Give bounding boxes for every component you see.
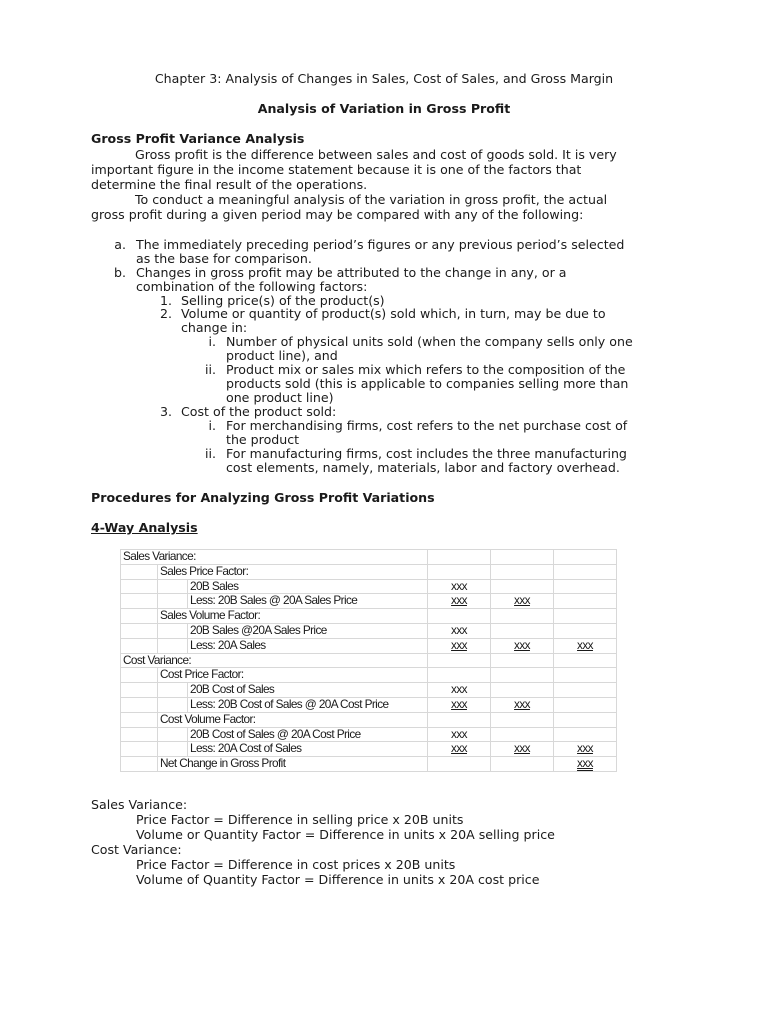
list-3-i-line-2: the product — [226, 432, 300, 447]
list-b-line-1: Changes in gross profit may be attributed to the change in any, or a — [136, 265, 567, 280]
row-value-1 — [428, 668, 491, 683]
row-value-3 — [554, 653, 617, 668]
row-value-1: xxx — [428, 727, 491, 742]
row-label: Less: 20A Sales — [188, 638, 428, 653]
list-marker-2-i: i. — [208, 334, 216, 349]
row-value-2: xxx — [491, 697, 554, 712]
list-1: Selling price(s) of the product(s) — [181, 293, 385, 308]
table-row — [121, 653, 617, 668]
list-2-i-line-2: product line), and — [226, 348, 338, 363]
row-value-2: xxx — [491, 594, 554, 609]
list-marker-a: a. — [114, 237, 126, 252]
row-label: Sales Variance: — [121, 550, 428, 565]
row-value-1: xxx — [428, 742, 491, 757]
row-value-1: xxx — [428, 623, 491, 638]
row-label: Less: 20A Cost of Sales — [188, 742, 428, 757]
row-value-2: xxx — [491, 638, 554, 653]
list-marker-3-ii: ii. — [204, 446, 216, 461]
row-value-1 — [428, 757, 491, 772]
row-value-3 — [554, 594, 617, 609]
row-value-3: xxx — [554, 757, 617, 772]
table-row — [121, 668, 617, 683]
row-label: Cost Price Factor: — [158, 668, 428, 683]
list-b-line-2: combination of the following factors: — [136, 279, 368, 294]
para2-line-2: gross profit during a given period may be compared with any of the following: — [91, 207, 584, 222]
row-label: 20B Sales — [188, 579, 428, 594]
formula-cost-variance: Cost Variance: — [91, 842, 182, 857]
list-2-line-2: change in: — [181, 320, 248, 335]
row-value-2 — [491, 609, 554, 624]
procedures-heading: Procedures for Analyzing Gross Profit Variations — [91, 490, 435, 505]
table-row — [121, 683, 617, 698]
row-value-3 — [554, 697, 617, 712]
list-marker-2-ii: ii. — [204, 362, 216, 377]
list-2-i-line-1: Number of physical units sold (when the company sells only one — [226, 334, 633, 349]
row-value-3 — [554, 564, 617, 579]
row-value-1 — [428, 653, 491, 668]
row-value-1 — [428, 550, 491, 565]
list-marker-3-i: i. — [208, 418, 216, 433]
row-value-3 — [554, 609, 617, 624]
gpva-heading: Gross Profit Variance Analysis — [91, 131, 305, 146]
row-value-1: xxx — [428, 638, 491, 653]
list-3-i-line-1: For merchandising firms, cost refers to the net purchase cost of — [226, 418, 628, 433]
formula-cost-volume: Volume of Quantity Factor = Difference in units x 20A cost price — [136, 872, 540, 887]
para2-line-1: To conduct a meaningful analysis of the variation in gross profit, the actual — [135, 192, 608, 207]
row-value-3: xxx — [554, 742, 617, 757]
row-value-3 — [554, 668, 617, 683]
table-row — [121, 609, 617, 624]
table-row — [121, 564, 617, 579]
row-value-3 — [554, 579, 617, 594]
list-marker-b: b. — [114, 265, 126, 280]
row-value-2 — [491, 653, 554, 668]
table-row — [121, 697, 617, 712]
list-2-ii-line-3: one product line) — [226, 390, 334, 405]
list-a-line-1: The immediately preceding period’s figures or any previous period’s selected — [136, 237, 625, 252]
row-value-3 — [554, 683, 617, 698]
row-label: Sales Volume Factor: — [158, 609, 428, 624]
para1-line-1: Gross profit is the difference between sales and cost of goods sold. It is very — [135, 147, 617, 162]
row-value-3 — [554, 550, 617, 565]
table-row — [121, 550, 617, 565]
table-row — [121, 742, 617, 757]
list-2-line-1: Volume or quantity of product(s) sold which, in turn, may be due to — [181, 306, 606, 321]
row-label: 20B Cost of Sales @ 20A Cost Price — [188, 727, 428, 742]
row-value-2 — [491, 564, 554, 579]
table-row — [121, 638, 617, 653]
row-label: Less: 20B Sales @ 20A Sales Price — [188, 594, 428, 609]
list-marker-3: 3. — [159, 404, 172, 419]
row-label: Less: 20B Cost of Sales @ 20A Cost Price — [188, 697, 428, 712]
row-label: Net Change in Gross Profit — [158, 757, 428, 772]
section-title: Analysis of Variation in Gross Profit — [257, 101, 511, 116]
list-2-ii-line-2: products sold (this is applicable to companies selling more than — [226, 376, 629, 391]
table-row — [121, 727, 617, 742]
row-value-1 — [428, 609, 491, 624]
row-value-3 — [554, 712, 617, 727]
row-value-2 — [491, 727, 554, 742]
row-label: 20B Sales @20A Sales Price — [188, 623, 428, 638]
row-value-2 — [491, 579, 554, 594]
list-marker-1: 1. — [159, 293, 172, 308]
table-row — [121, 623, 617, 638]
row-value-2 — [491, 668, 554, 683]
row-value-1: xxx — [428, 594, 491, 609]
row-value-1: xxx — [428, 579, 491, 594]
para1-line-3: determine the final result of the operations. — [91, 177, 368, 192]
row-value-2 — [491, 683, 554, 698]
formula-sales-volume: Volume or Quantity Factor = Difference in units x 20A selling price — [136, 827, 555, 842]
row-label: Cost Variance: — [121, 653, 428, 668]
list-3: Cost of the product sold: — [181, 404, 337, 419]
list-a-line-2: as the base for comparison. — [136, 251, 312, 266]
row-value-1 — [428, 712, 491, 727]
row-value-2 — [491, 623, 554, 638]
formula-cost-price: Price Factor = Difference in cost prices x 20B units — [136, 857, 456, 872]
fourway-heading: 4-Way Analysis — [91, 520, 198, 535]
row-value-1: xxx — [428, 683, 491, 698]
row-value-3 — [554, 623, 617, 638]
list-3-ii-line-1: For manufacturing firms, cost includes the three manufacturing — [226, 446, 627, 461]
table-row — [121, 712, 617, 727]
list-3-ii-line-2: cost elements, namely, materials, labor and factory overhead. — [226, 460, 620, 475]
chapter-title: Chapter 3: Analysis of Changes in Sales, Cost of Sales, and Gross Margin — [154, 71, 614, 86]
para1-line-2: important figure in the income statement because it is one of the factors that — [91, 162, 582, 177]
table-row — [121, 757, 617, 772]
row-value-2 — [491, 550, 554, 565]
row-value-1: xxx — [428, 697, 491, 712]
row-value-3: xxx — [554, 638, 617, 653]
row-label: 20B Cost of Sales — [188, 683, 428, 698]
row-value-2: xxx — [491, 742, 554, 757]
list-marker-2: 2. — [159, 306, 172, 321]
table-row — [121, 594, 617, 609]
table-row — [121, 579, 617, 594]
row-label: Cost Volume Factor: — [158, 712, 428, 727]
list-2-ii-line-1: Product mix or sales mix which refers to the composition of the — [226, 362, 626, 377]
row-value-1 — [428, 564, 491, 579]
formula-sales-price: Price Factor = Difference in selling price x 20B units — [136, 812, 464, 827]
row-value-2 — [491, 712, 554, 727]
row-value-3 — [554, 727, 617, 742]
four-way-analysis-table — [120, 549, 617, 772]
row-value-2 — [491, 757, 554, 772]
formula-sales-variance: Sales Variance: — [91, 797, 188, 812]
row-label: Sales Price Factor: — [158, 564, 428, 579]
